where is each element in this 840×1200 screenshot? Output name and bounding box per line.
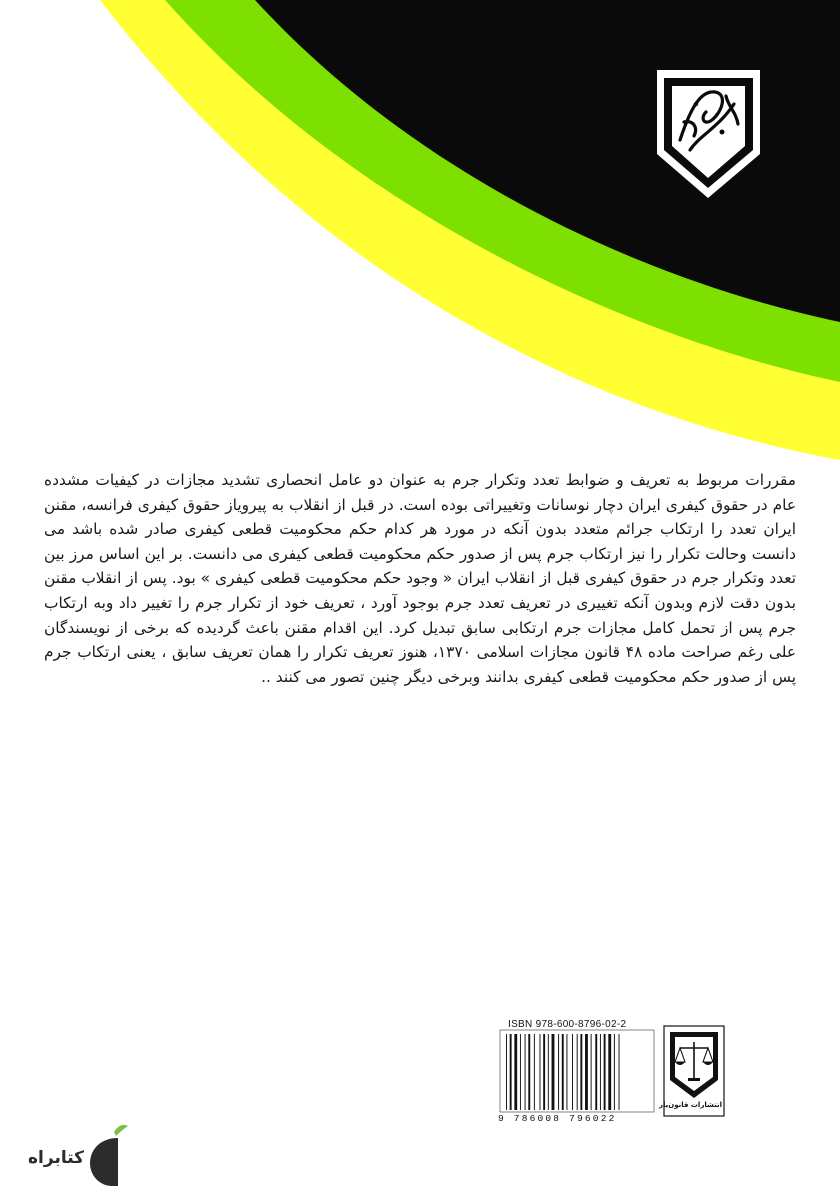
barcode-bar xyxy=(585,1034,588,1110)
barcode-bar xyxy=(548,1034,549,1110)
barcode-bar xyxy=(520,1034,521,1110)
barcode-bar xyxy=(506,1034,507,1110)
barcode-bar xyxy=(528,1034,530,1110)
barcode-bar xyxy=(595,1034,597,1110)
ketabrah-logo xyxy=(90,1125,128,1186)
barcode-bar xyxy=(510,1034,512,1110)
barcode xyxy=(500,1030,654,1112)
barcode-bar xyxy=(525,1034,526,1110)
publisher-seal-text: انتشارات قانون‌یار xyxy=(658,1101,722,1109)
barcode-bar xyxy=(608,1034,611,1110)
barcode-digits: 9 786008 796022 xyxy=(498,1113,617,1124)
barcode-bar xyxy=(572,1034,573,1110)
barcode-bar xyxy=(552,1034,555,1110)
barcode-bar xyxy=(558,1034,559,1110)
barcode-bar xyxy=(577,1034,578,1110)
barcode-bar xyxy=(540,1034,541,1110)
isbn-label: ISBN 978-600-8796-02-2 xyxy=(508,1019,627,1030)
barcode-bar xyxy=(543,1034,545,1110)
barcode-bar xyxy=(566,1034,567,1110)
barcode-bar xyxy=(534,1034,535,1110)
barcode-bar xyxy=(614,1034,615,1110)
back-cover-description: مقررات مربوط به تعریف و ضوابط تعدد وتکرار جرم به عنوان دو عامل انحصاری تشدید مجازات در کیفیات مشدده عام در حقوق کیفری ایران دچار نوسانات وتغییراتی بوده است. در قبل از انقلاب به پیرویاز حقوق کیفری فرانسه، مقنن ایران تعدد را ارتکاب جرائم متعدد بدون آنکه در مورد هر کدام حکم محکومیت قطعی کیفری صادر شده باشد می دانست وحالت تکرار را نیز ارتکاب جرم پس از صدور حکم محکومیت قطعی کیفری می دانست. بر این اساس مرز بین تعدد وتکرار جرم در حقوق کیفری قبل از انقلاب ایران « وجود حکم محکومیت قطعی کیفری » بود. پس از انقلاب مقنن بدون دقت لازم وبدون آنکه تغییری در تعریف تعدد جرم بوجود آورد ، تعریف خود از تکرار جرم را تغییر داد وبه ارتکاب جرم پس از تحمل کامل مجازات جرم ارتکابی سابق تبدیل کرد. این اقدام مقنن باعث گردیده که برخی از نویسندگان علی رغم صراحت ماده ۴۸ قانون مجازات اسلامی ۱۳۷۰، هنوز تعریف تکرار را همان تعریف سابق ، یعنی ارتکاب جرم پس از صدور حکم محکومیت قطعی کیفری بدانند وبرخی دیگر چنین تصور می کنند .. xyxy=(44,471,796,686)
barcode-bar xyxy=(580,1034,582,1110)
barcode-bar xyxy=(604,1034,606,1110)
barcode-bar xyxy=(514,1034,517,1110)
barcode-bar xyxy=(619,1034,620,1110)
barcode-bar xyxy=(600,1034,601,1110)
barcode-bar xyxy=(562,1034,564,1110)
barcode-bar xyxy=(591,1034,592,1110)
ketabrah-watermark-text: کتابراه xyxy=(28,1148,85,1168)
